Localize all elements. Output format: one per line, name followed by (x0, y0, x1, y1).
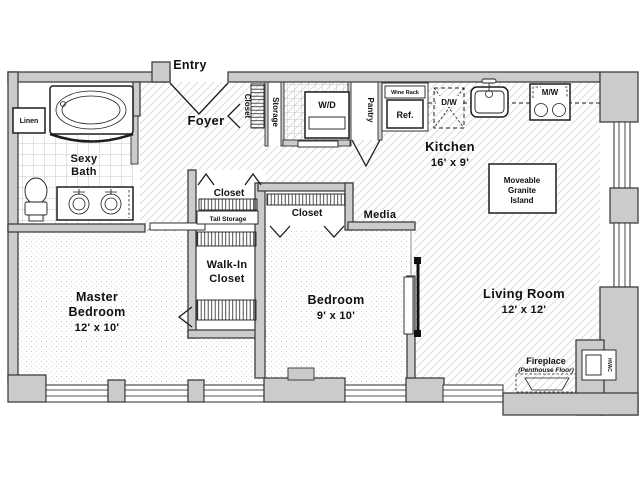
toilet (25, 178, 47, 221)
media-label: Media (363, 209, 397, 221)
bathtub (50, 86, 133, 142)
walk-in-label-2: Closet (209, 273, 245, 285)
bedroom-closet-rod (267, 194, 345, 205)
linen-label: Linen (19, 118, 39, 125)
bottom-window-4 (345, 385, 408, 402)
sliding-door-cap-bottom (414, 330, 421, 337)
bottom-center-pier (264, 378, 345, 402)
master-bedroom-label-1: Master (75, 290, 119, 304)
right-window-1 (614, 122, 630, 188)
bath-label-2: Bath (71, 166, 97, 178)
bottom-window-1 (46, 385, 108, 402)
master-bedroom-label-2: Bedroom (68, 305, 126, 319)
right-wall-pier (610, 188, 638, 223)
bottom-left-corner-wall (8, 375, 46, 402)
pantry-label: Pantry (366, 97, 375, 123)
fireplace-note: (Penthouse Floor) (518, 367, 574, 374)
ref-label: Ref. (396, 110, 414, 120)
bottom-pier-2 (406, 378, 444, 402)
living-room-dims: 12' x 12' (501, 304, 547, 316)
pantry-kitchen-wall (378, 82, 382, 140)
master-bedroom-floor-2 (188, 338, 264, 385)
hvac-label: HVAC (606, 358, 612, 372)
bottom-window-2 (125, 385, 188, 402)
bottom-window-5 (443, 385, 503, 402)
bottom-mullion-1 (108, 380, 125, 402)
kitchen-label: Kitchen (425, 139, 475, 154)
bath-label-1: Sexy (70, 153, 98, 165)
hall-closet-label: Closet (243, 93, 252, 119)
bottom-right-wall (503, 393, 638, 415)
mw-label: M/W (541, 88, 559, 97)
media-wall (348, 222, 415, 230)
island-label-3: Island (510, 196, 534, 205)
foyer-label: Foyer (187, 113, 225, 128)
master-closet-rod (199, 199, 257, 210)
wd-label: W/D (318, 100, 336, 110)
bedroom-dims: 9' x 10' (316, 310, 356, 322)
walk-in-label-1: Walk-In (206, 259, 248, 271)
sliding-door-panel (404, 277, 413, 334)
top-wall-right (228, 72, 600, 82)
double-vanity (57, 187, 133, 220)
closet-storage-wall (265, 82, 268, 146)
bedroom-closet-label: Closet (291, 208, 323, 219)
walk-in-rod-top (197, 232, 256, 246)
island-label-2: Granite (507, 186, 537, 195)
master-closet-label: Closet (213, 188, 245, 199)
bottom-center-pier-notch (288, 368, 314, 380)
bedroom-floor (265, 230, 408, 385)
walk-in-bottom-wall (188, 330, 265, 338)
entry-label: Entry (173, 58, 207, 72)
fireplace-label: Fireplace (526, 356, 566, 366)
bath-foyer-wall (133, 82, 140, 116)
closet-block-left-wall (188, 170, 196, 338)
wine-rack-label: Wine Rack (391, 90, 419, 96)
storage-label: Storage (271, 97, 280, 127)
dw-label: D/W (441, 98, 457, 107)
entry-jamb (152, 62, 170, 82)
top-right-corner-wall (600, 72, 638, 122)
master-top-wall (8, 224, 145, 232)
sliding-door-bar (417, 264, 420, 330)
bottom-window-3 (204, 385, 264, 402)
island-label-1: Moveable (503, 176, 541, 185)
storage-laundry-wall (281, 82, 284, 146)
kitchen-dims: 16' x 9' (430, 157, 470, 169)
living-room-label: Living Room (482, 286, 566, 301)
walk-in-rod-bottom (197, 300, 256, 320)
bedroom-closet-top-wall (258, 183, 353, 191)
bedroom-label: Bedroom (307, 293, 365, 307)
sliding-door-cap-top (414, 257, 421, 264)
tall-storage-label: Tall Storage (209, 216, 247, 223)
top-wall-left (8, 72, 170, 82)
bottom-mullion-2 (188, 380, 204, 402)
right-window-2 (614, 223, 630, 287)
master-bedroom-dims: 12' x 10' (74, 322, 120, 334)
